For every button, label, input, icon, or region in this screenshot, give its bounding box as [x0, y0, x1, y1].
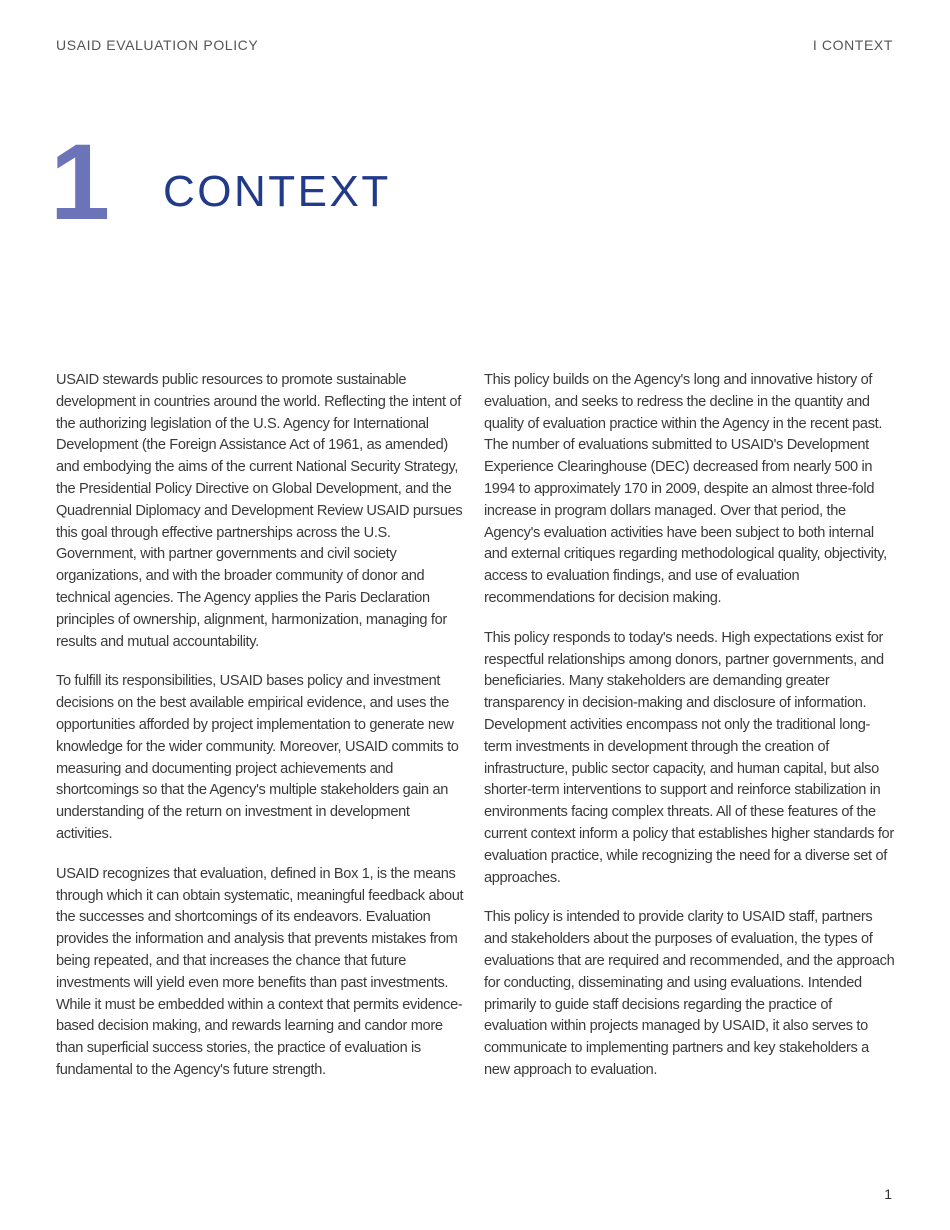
right-text-column: [484, 370, 896, 1100]
chapter-title: CONTEXT: [163, 167, 391, 216]
page-number: 1: [884, 1186, 892, 1202]
paragraph: USAID recognizes that evaluation, defined in Box 1, is the means through which it can obtain systematic, meaningful feedback about the successes and shortcomings of its endeavors. Evaluation provides the information and analysis that prevents mistakes from being repeated, and that increases the chance that future investments will yield even more benefits than past investments. While it must be embedded within a context that permits evidence-based decision making, and rewards learning and candor more than superficial success stories, the practice of evaluation is fundamental to the Agency's future strength.: [56, 865, 464, 1078]
left-text-column: [56, 370, 468, 1100]
paragraph: USAID stewards public resources to promote sustainable development in countries around the world. Reflecting the intent of the authorizing legislation of the U.S. Agency for International Development (the Foreign Assistance Act of 1961, as amended) and embodying the aims of the current National Security Strategy, the Presidential Policy Directive on Global Development, and the Quadrennial Diplomacy and Development Review USAID pursues this goal through effective partnerships across the U.S. Government, with partner governments and civil society organizations, and with the broader community of donor and technical agencies. The Agency applies the Paris Declaration principles of ownership, alignment, harmonization, managing for results and mutual accountability.: [56, 372, 463, 650]
running-header: [56, 37, 893, 55]
section-label: I CONTEXT: [812, 37, 893, 53]
paragraph: To fulfill its responsibilities, USAID bases policy and investment decisions on the best available empirical evidence, and uses the opportunities afforded by project implementation to generate new knowledge for the wider community. Moreover, USAID commits to measuring and documenting project achievements and shortcomings so that the Agency's multiple stakeholders gain an understanding of the return on investment in development activities.: [56, 673, 459, 842]
chapter-number: 1: [50, 121, 109, 242]
paragraph: This policy builds on the Agency's long and innovative history of evaluation, and seeks to redress the decline in the quantity and quality of evaluation practice within the Agency in the recent past. The number of evaluations submitted to USAID's Development Experience Clearinghouse (DEC) decreased from nearly 500 in 1994 to approximately 170 in 2009, despite an almost three-fold increase in program dollars managed. Over that period, the Agency's evaluation activities have been subject to both internal and external critiques regarding methodological quality, objectivity, access to evaluation findings, and use of evaluation recommendations for decision making.: [484, 372, 887, 606]
publication-title: USAID EVALUATION POLICY: [56, 37, 259, 53]
paragraph: This policy responds to today's needs. High expectations exist for respectful relationships among donors, partner governments, and beneficiaries. Many stakeholders are demanding greater transparency in decision-making and disclosure of information. Development activities encompass not only the traditional long-term investments in development through the creation of infrastructure, public sector capacity, and human capital, but also shorter-term interventions to support and reinforce stabilization in environments facing complex threats. All of these features of the current context inform a policy that establishes higher standards for evaluation practice, while recognizing the need for a diverse set of approaches.: [484, 629, 894, 886]
paragraph: This policy is intended to provide clarity to USAID staff, partners and stakeholders about the purposes of evaluation, the types of evaluations that are required and recommended, and the approach for conducting, disseminating and using evaluations. Intended primarily to guide staff decisions regarding the practice of evaluation within projects managed by USAID, it also serves to communicate to implementing partners and key stakeholders a new approach to evaluation.: [484, 909, 895, 1078]
